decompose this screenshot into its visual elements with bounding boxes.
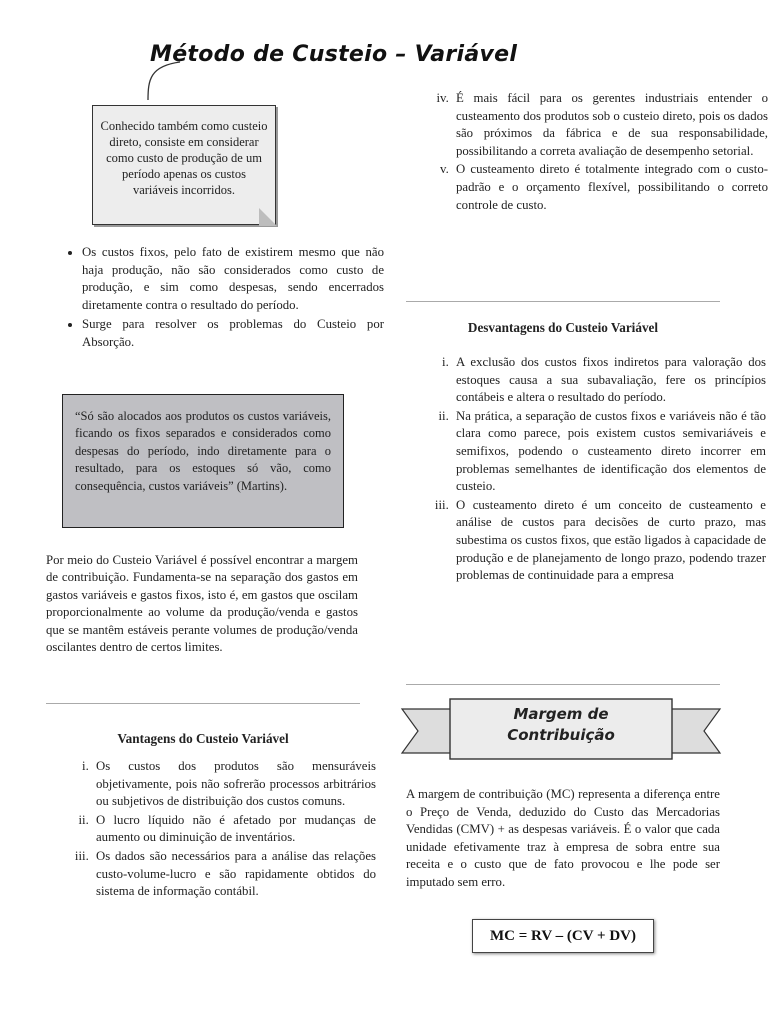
intro-bullet-list bbox=[60, 244, 384, 354]
martins-quote-box: “Só são alocados aos produtos os custos variáveis, ficando os fixos separados e considerados como despesas do período, indo diretamente para o resultado, para os estoques só vão, como consequência, custos variáveis” (Martins). bbox=[62, 394, 344, 528]
definition-note-text: Conhecido também como custeio direto, consiste em considerar como custo de produção de um período apenas os custos variáveis incorridos. bbox=[100, 119, 268, 197]
definition-note bbox=[92, 105, 276, 225]
banner-line-1: Margem de bbox=[513, 705, 609, 723]
list-item: ii. Na prática, a separação de custos fixos e variáveis não é tão clara como parece, pois existem custos semivariáveis e semifixos, podendo o custeamento direto incorrer em problemas semelhantes de identificação dos elementos de custeio. bbox=[452, 408, 766, 496]
list-item: iii. O custeamento direto é um conceito de custeamento e análise de custos para decisões de curto prazo, mas subestima os custos fixos, que estão ligados à capacidade de produção e de planejamento de longo prazo, podendo trazer problemas de continuidade para a empresa bbox=[452, 497, 766, 585]
advantages-list-continued bbox=[406, 90, 768, 215]
margin-paragraph: A margem de contribuição (MC) representa a diferença entre o Preço de Venda, deduzido do Custo das Mercadorias Vendidas (CMV) + as despesas variáveis. É o valor que cada unidade efetivamente traz à empresa de sobra entre sua receita e o custo que de fato provocou e lhe pode ser imputado sem erro. bbox=[406, 787, 720, 889]
margin-formula: MC = RV – (CV + DV) bbox=[472, 919, 654, 953]
margin-banner bbox=[400, 695, 722, 767]
note-folded-corner bbox=[259, 208, 277, 226]
divider bbox=[46, 703, 360, 704]
list-item: ii. O lucro líquido não é afetado por mudanças de aumento ou diminuição de inventários. bbox=[92, 812, 376, 847]
advantages-title: Vantagens do Custeio Variável bbox=[117, 731, 289, 746]
intro-paragraph: Por meio do Custeio Variável é possível encontrar a margem de contribuição. Fundamenta-se na separação dos gastos em gastos variáveis e gastos fixos, isto é, em gastos que oscilam proporcionalmente ao volume da produção/venda e gastos que se mantêm estáveis perante volumes de produção/venda oscilantes dentro de certos limites. bbox=[46, 553, 358, 655]
divider bbox=[406, 684, 720, 685]
list-item: i. Os custos dos produtos são mensuráveis objetivamente, pois não sofrerão processos arbitrários ou subjetivos de distribuição dos custos comuns. bbox=[92, 758, 376, 811]
advantages-list bbox=[46, 758, 376, 902]
list-item: v. O custeamento direto é totalmente integrado com o custo-padrão e o orçamento flexível, possibilitando o correto controle de custo. bbox=[452, 161, 768, 214]
disadvantages-title: Desvantagens do Custeio Variável bbox=[467, 320, 659, 335]
page-title: Método de Custeio – Variável bbox=[150, 42, 518, 67]
divider bbox=[406, 301, 720, 302]
disadvantages-list bbox=[406, 354, 766, 586]
list-item: i. A exclusão dos custos fixos indiretos para valoração dos estoques causa a sua subavaliação, fere os princípios contábeis e altera o resultado do período. bbox=[452, 354, 766, 407]
list-item: • Surge para resolver os problemas do Custeio por Absorção. bbox=[82, 316, 384, 351]
banner-line-2: Contribuição bbox=[507, 726, 615, 744]
list-item: • Os custos fixos, pelo fato de existirem mesmo que não haja produção, não são considerados como custo de produção, e sim como despesas, sendo encerrados diretamente contra o resultado do período. bbox=[82, 244, 384, 314]
list-item: iii. Os dados são necessários para a análise das relações custo-volume-lucro e são rapidamente obtidos do sistema de informação contábil. bbox=[92, 848, 376, 901]
list-item: iv. É mais fácil para os gerentes industriais entender o custeamento dos produtos sob o custeio direto, pois os dados são próximos da fábrica e de sua responsabilidade, possibilitando a correta avaliação de desempenho setorial. bbox=[452, 90, 768, 160]
